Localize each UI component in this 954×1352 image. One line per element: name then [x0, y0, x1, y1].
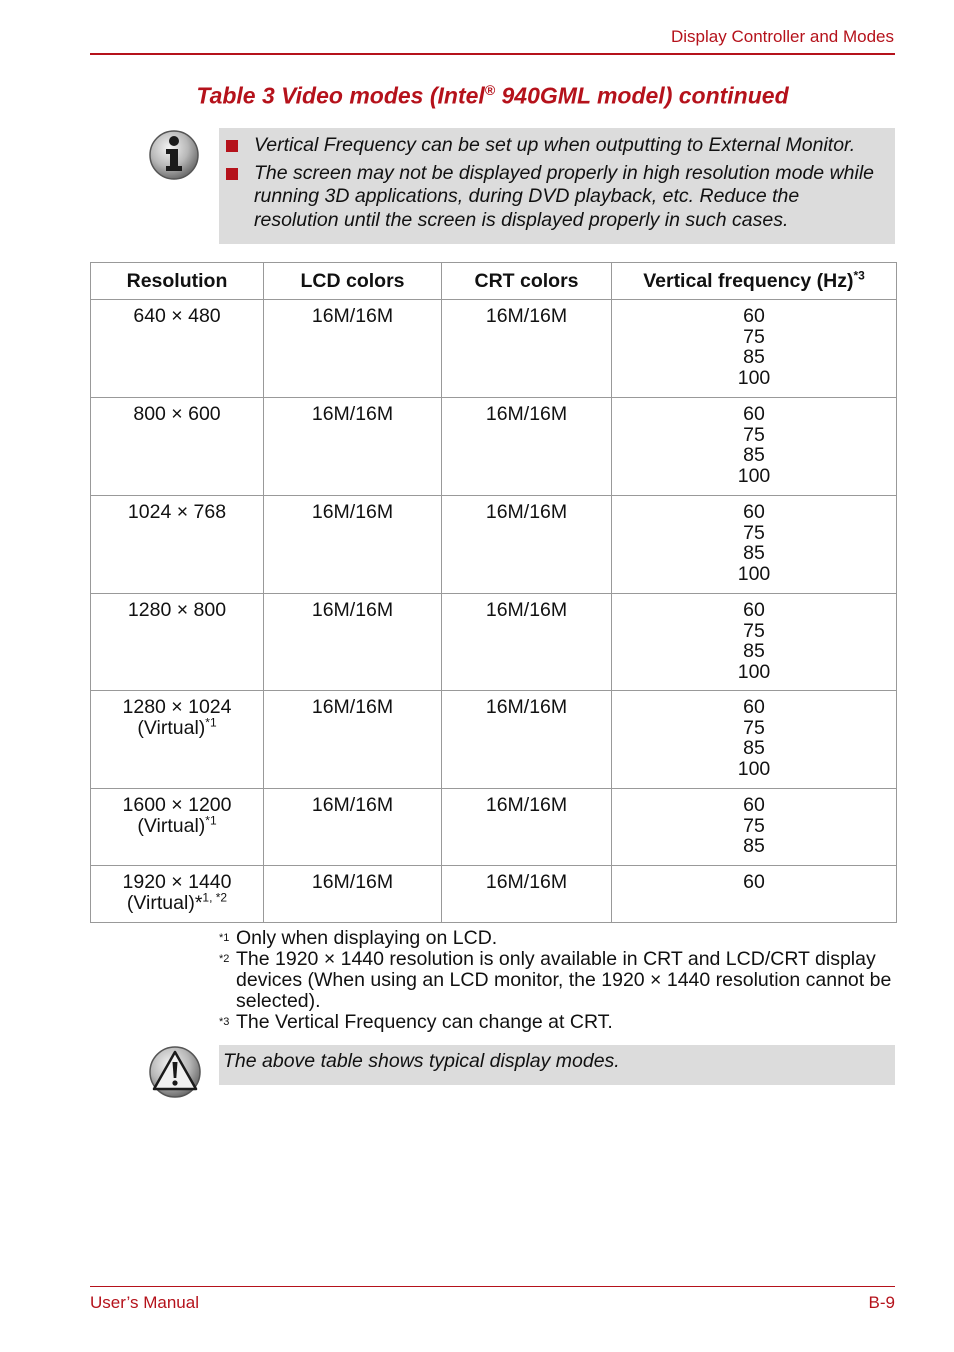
frequency-value: 75	[743, 619, 765, 642]
frequency-value: 100	[737, 660, 771, 683]
frequency-value: 60	[743, 403, 765, 425]
cell-vertical-frequency	[612, 691, 897, 789]
resolution-value: 1600 × 1200	[122, 794, 232, 816]
resolution-qualifier	[91, 715, 263, 739]
qualifier-text: (Virtual)*	[126, 891, 203, 914]
table-row	[91, 866, 897, 923]
title-suffix: 940GML model) continued	[495, 82, 789, 109]
cell-vertical-frequency	[612, 594, 897, 691]
note-text: The screen may not be displayed properly in high resolution mode while running 3D applications, during DVD playback, etc. Reduce the resolution until the screen is displayed properly in such cases.	[254, 161, 875, 231]
footnote-mark: *2	[219, 953, 230, 965]
cell-vertical-frequency	[612, 496, 897, 594]
cell-crt-colors: 16M/16M	[442, 496, 612, 594]
cell-crt-colors: 16M/16M	[442, 691, 612, 789]
note-item	[223, 162, 885, 233]
frequency-value: 75	[743, 814, 765, 837]
cell-crt-colors: 16M/16M	[442, 866, 612, 923]
frequency-value: 85	[743, 737, 765, 759]
note-text: Vertical Frequency can be set up when outputting to External Monitor.	[254, 134, 856, 156]
frequency-value: 100	[737, 464, 771, 487]
frequency-value: 100	[737, 757, 771, 780]
table-row	[91, 691, 897, 789]
cell-lcd-colors: 16M/16M	[264, 398, 442, 496]
cell-lcd-colors: 16M/16M	[264, 866, 442, 923]
footnote-ref: *1	[205, 715, 217, 729]
qualifier-text: (Virtual)	[137, 814, 206, 837]
resolution-value: 800 × 600	[133, 403, 221, 425]
frequency-value: 75	[743, 521, 765, 544]
cell-resolution	[91, 398, 264, 496]
footnote-ref: *1	[205, 813, 217, 827]
table-row	[91, 496, 897, 594]
header-resolution: Resolution	[91, 263, 264, 300]
cell-resolution	[91, 691, 264, 789]
cell-resolution	[91, 300, 264, 398]
cell-resolution	[91, 866, 264, 923]
frequency-value: 100	[737, 562, 771, 585]
cell-crt-colors: 16M/16M	[442, 594, 612, 691]
bullet-square-icon	[226, 168, 238, 180]
frequency-value: 60	[743, 305, 765, 327]
cell-vertical-frequency	[612, 398, 897, 496]
table-row	[91, 300, 897, 398]
qualifier-text: (Virtual)	[137, 716, 206, 739]
cell-lcd-colors: 16M/16M	[264, 496, 442, 594]
video-modes-table	[90, 262, 897, 923]
footnote-mark: *1	[219, 932, 230, 944]
resolution-value: 1920 × 1440	[122, 871, 232, 893]
header-freq-note: *3	[853, 268, 865, 282]
footnote-text: Only when displaying on LCD.	[236, 927, 498, 949]
cell-resolution	[91, 496, 264, 594]
cell-resolution	[91, 594, 264, 691]
table-header-row	[91, 263, 897, 300]
table-body	[91, 300, 897, 923]
cell-lcd-colors: 16M/16M	[264, 691, 442, 789]
registered-mark: ®	[484, 82, 496, 98]
footnote-text: The 1920 × 1440 resolution is only available in CRT and LCD/CRT display devices (When using an LCD monitor, the 1920 × 1440 resolution cannot be selected).	[236, 948, 892, 1012]
cell-vertical-frequency	[612, 789, 897, 866]
table-row	[91, 594, 897, 691]
header-rule	[90, 53, 895, 55]
footnote-ref: 1, *2	[202, 890, 228, 904]
frequency-value: 75	[743, 423, 765, 446]
footnote-text: The Vertical Frequency can change at CRT.	[236, 1011, 613, 1033]
cell-vertical-frequency	[612, 866, 897, 923]
footer-manual-title: User’s Manual	[90, 1293, 199, 1312]
frequency-value: 85	[743, 835, 765, 857]
page-number: B-9	[868, 1293, 895, 1312]
resolution-qualifier	[91, 813, 263, 837]
title-prefix: Table 3 Video modes (Intel	[196, 82, 485, 109]
frequency-value: 75	[743, 716, 765, 739]
footnote	[219, 949, 899, 1012]
table-row	[91, 398, 897, 496]
footer-rule	[90, 1286, 895, 1287]
header-vertical-frequency	[612, 263, 897, 300]
table-title	[90, 82, 895, 110]
bullet-square-icon	[226, 140, 238, 152]
running-header: Display Controller and Modes	[671, 27, 894, 46]
frequency-value: 85	[743, 640, 765, 662]
caution-box	[219, 1045, 895, 1085]
frequency-value: 75	[743, 325, 765, 348]
cell-crt-colors: 16M/16M	[442, 398, 612, 496]
resolution-value: 1280 × 1024	[122, 696, 232, 718]
frequency-value: 85	[743, 542, 765, 564]
resolution-value: 1280 × 800	[127, 599, 227, 621]
info-icon	[148, 128, 200, 182]
caution-text: The above table shows typical display modes.	[223, 1050, 620, 1072]
cell-resolution	[91, 789, 264, 866]
frequency-value: 85	[743, 346, 765, 368]
warning-icon	[148, 1045, 202, 1099]
frequency-value: 60	[743, 696, 765, 718]
cell-lcd-colors: 16M/16M	[264, 789, 442, 866]
footnotes	[219, 928, 899, 1033]
cell-vertical-frequency	[612, 300, 897, 398]
header-crt-colors: CRT colors	[442, 263, 612, 300]
footnote	[219, 928, 899, 949]
resolution-value: 640 × 480	[133, 305, 221, 327]
note-item	[223, 134, 885, 158]
cell-crt-colors: 16M/16M	[442, 789, 612, 866]
cell-lcd-colors: 16M/16M	[264, 300, 442, 398]
frequency-value: 85	[743, 444, 765, 466]
cell-lcd-colors: 16M/16M	[264, 594, 442, 691]
table-row	[91, 789, 897, 866]
frequency-value: 60	[743, 871, 765, 893]
footnote	[219, 1012, 899, 1033]
frequency-value: 60	[743, 501, 765, 523]
footnote-mark: *3	[219, 1016, 230, 1028]
resolution-qualifier	[91, 890, 263, 914]
header-lcd-colors: LCD colors	[264, 263, 442, 300]
frequency-value: 60	[743, 599, 765, 621]
frequency-value: 100	[737, 366, 771, 389]
resolution-value: 1024 × 768	[127, 501, 227, 523]
note-box	[219, 128, 895, 244]
cell-crt-colors: 16M/16M	[442, 300, 612, 398]
header-freq-text: Vertical frequency (Hz)	[643, 269, 854, 292]
frequency-value: 60	[743, 794, 765, 816]
